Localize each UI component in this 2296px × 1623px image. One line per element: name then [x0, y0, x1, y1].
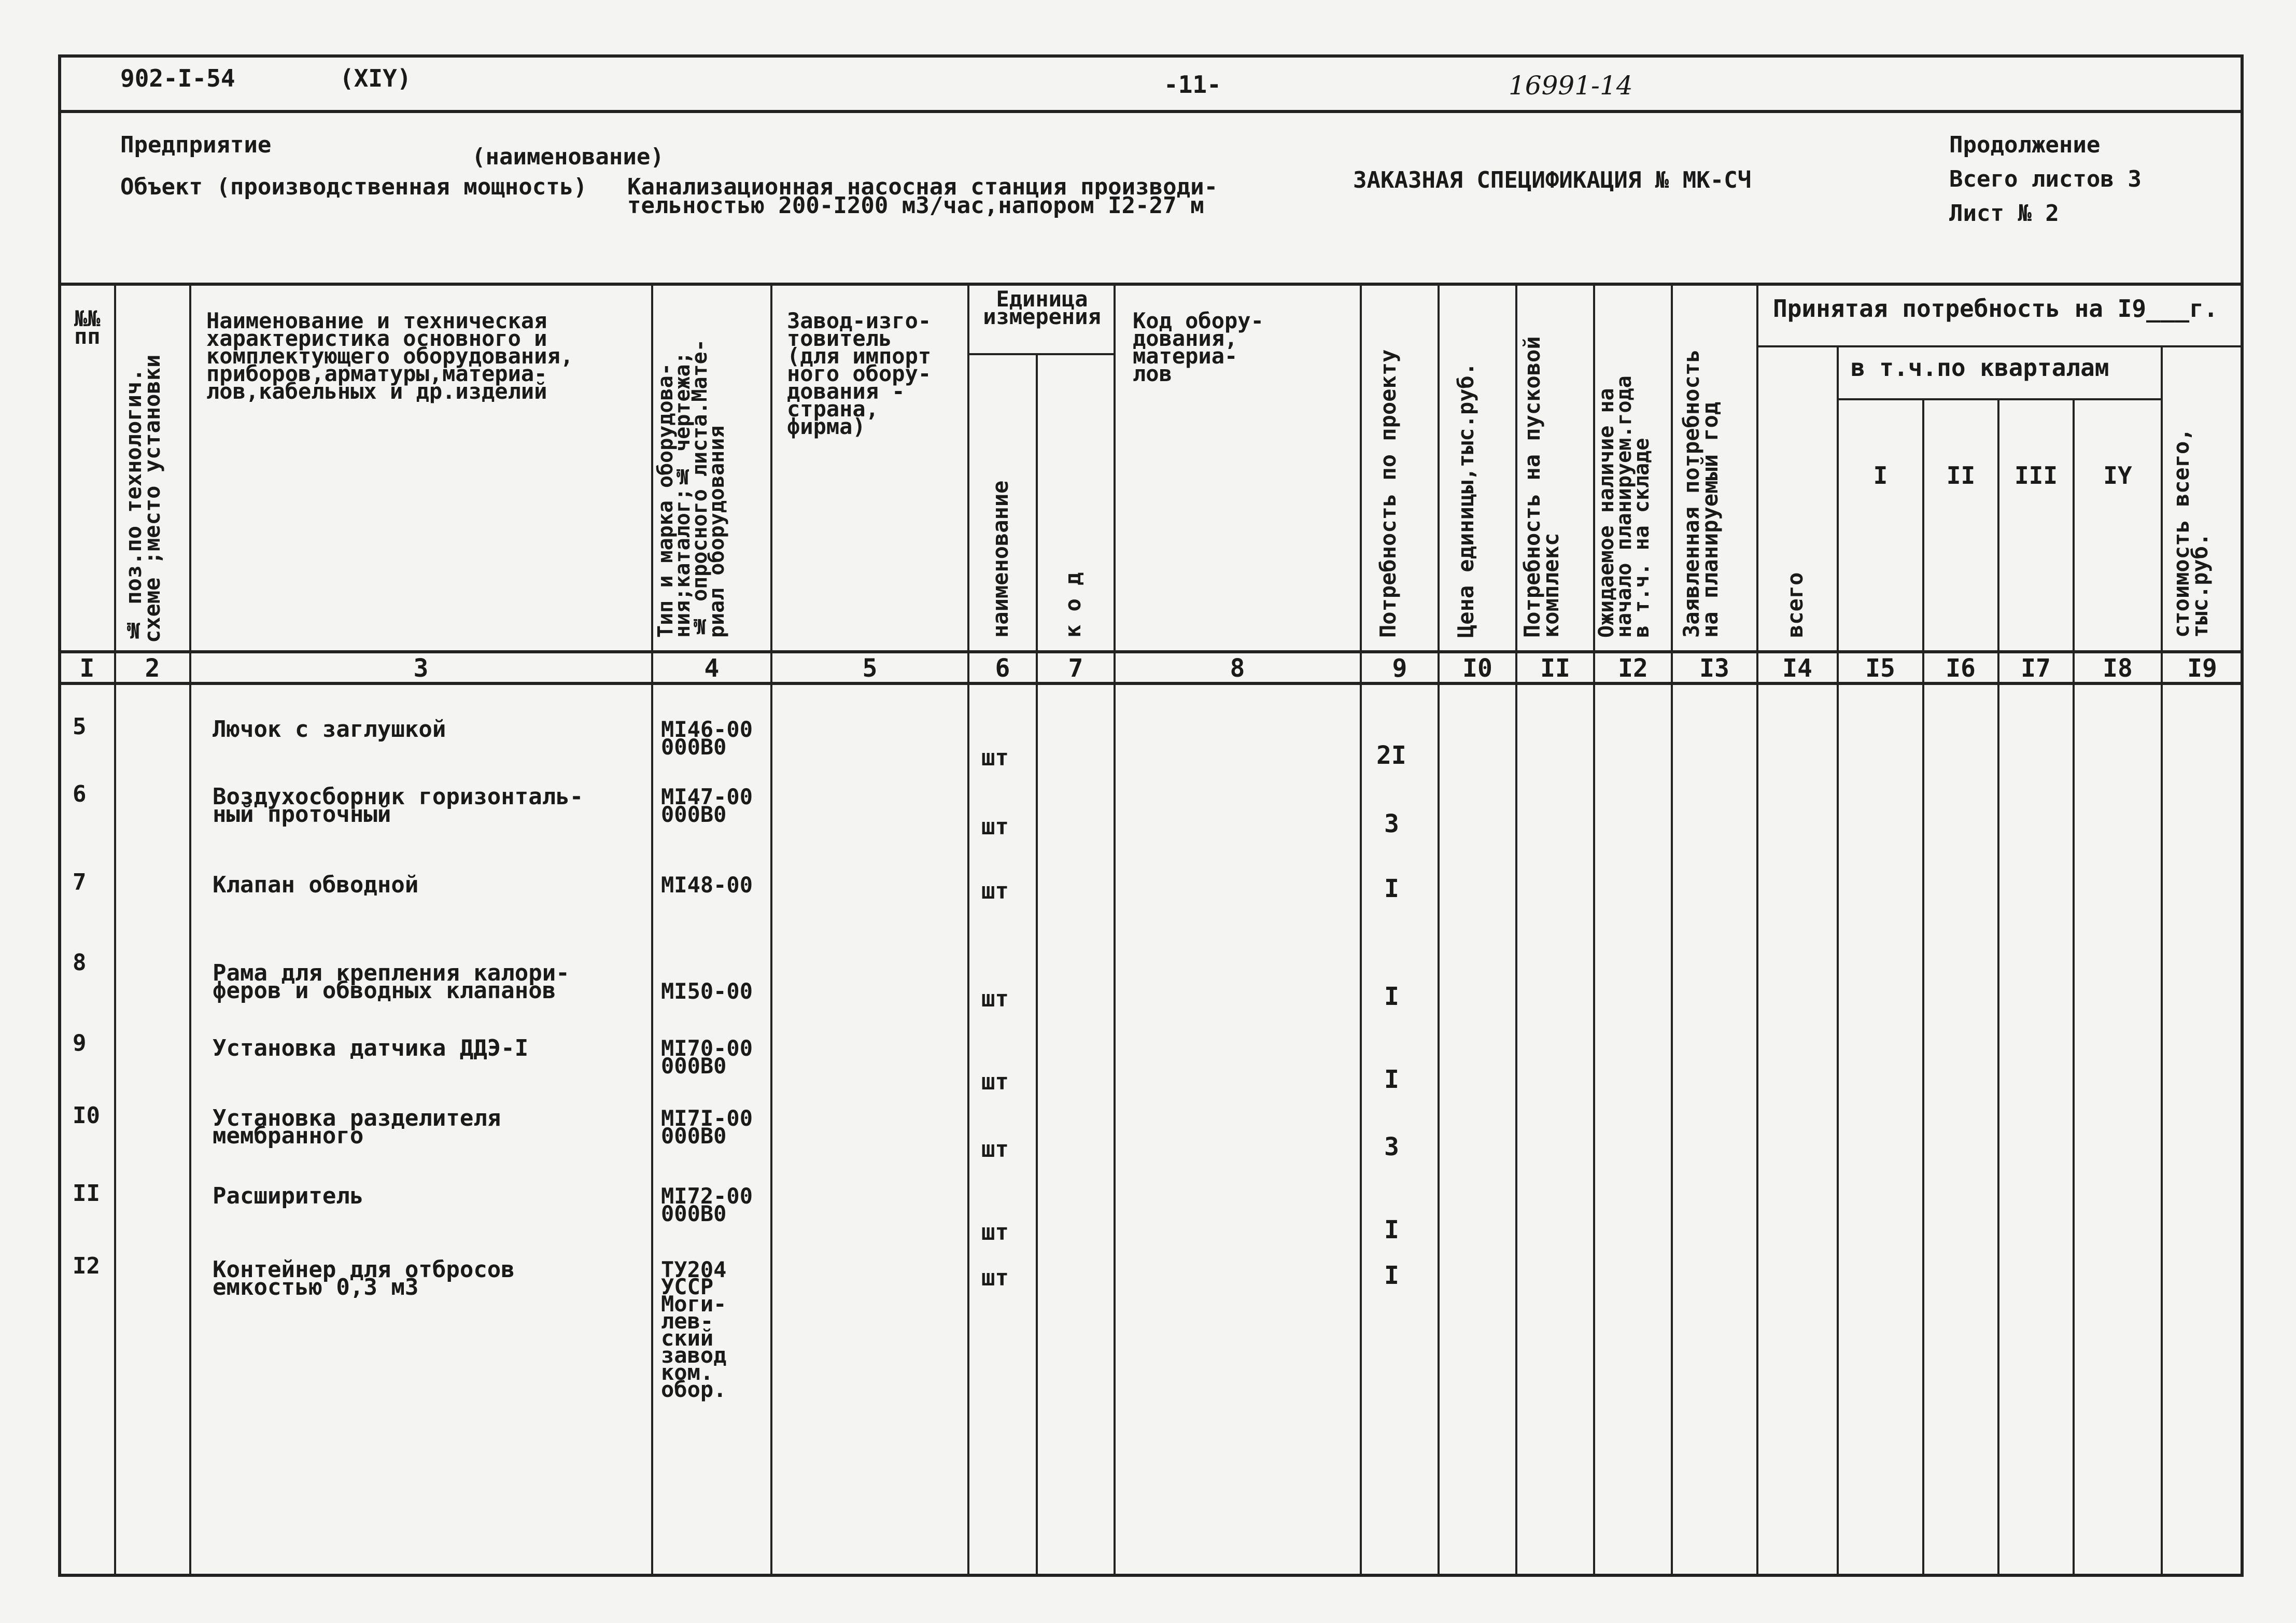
column-number: 7 — [1068, 654, 1083, 683]
column-number: 6 — [995, 654, 1010, 683]
sheet-number: Лист № 2 — [1949, 200, 2059, 227]
item-quantity: 2I — [1376, 741, 1406, 770]
item-unit: шт — [981, 1265, 1009, 1291]
column-number: 9 — [1392, 654, 1407, 683]
col-header-position: № поз.по технологич. схеме ;место установки — [121, 354, 165, 643]
col-header-expected-stock: Ожидаемое наличие на начало планируем.года в т.ч. на складе — [1595, 375, 1654, 638]
item-name: Контейнер для отбросов емкостью 0,3 м3 — [213, 1256, 515, 1300]
item-type: МI70-00 000В0 — [661, 1036, 753, 1079]
column-number: I — [79, 654, 95, 683]
item-type: МI48-00 — [661, 872, 753, 898]
total-sheets: Всего листов 3 — [1949, 166, 2142, 192]
col-header-equipment-code: Код обору- дования, материа- лов — [1133, 308, 1264, 386]
item-quantity: I — [1384, 982, 1399, 1011]
item-type: МI47-00 000В0 — [661, 784, 753, 827]
col-header-name: Наименование и техническая характеристика основного и комплектующего оборудования, приборов,арматуры,материа- лов,кабельных и др.изделий — [206, 308, 574, 404]
item-name: Установка разделителя мембранного — [213, 1105, 501, 1149]
name-label: (наименование) — [472, 144, 664, 170]
column-number: I2 — [1618, 654, 1648, 683]
item-quantity: I — [1384, 1215, 1399, 1244]
item-type: МI72-00 000В0 — [661, 1183, 753, 1226]
object-label: Объект (производственная мощность) — [120, 174, 587, 200]
album-number: (XIY) — [340, 64, 412, 92]
col-header-startup-need: Потребность на пусковой комплекс — [1519, 336, 1563, 638]
row-number: 9 — [73, 1030, 87, 1056]
column-number: II — [1540, 654, 1570, 683]
col-header-unit-price: Цена единицы,тыс.руб. — [1453, 362, 1478, 638]
column-number: 8 — [1230, 654, 1245, 683]
item-unit: шт — [981, 1219, 1009, 1246]
row-number: I0 — [73, 1102, 100, 1129]
document-code: 902-I-54 — [120, 64, 235, 92]
col-header-project-need: Потребность по проекту — [1375, 349, 1401, 638]
col-header-quarters: в т.ч.по кварталам — [1851, 354, 2109, 382]
object-description-line2: тельностью 200-I200 м3/час,напором I2-27 м — [627, 192, 1204, 219]
item-unit: шт — [981, 986, 1009, 1012]
enterprise-label: Предприятие — [120, 132, 272, 158]
column-number: I5 — [1865, 654, 1895, 683]
col-header-declared-need: Заявленная потребность на планируемый год — [1679, 349, 1723, 638]
item-unit: шт — [981, 1136, 1009, 1163]
item-unit: шт — [981, 878, 1009, 904]
item-name: Расширитель — [213, 1183, 364, 1209]
col-header-number: №№ пп — [74, 306, 101, 349]
item-name: Рама для крепления калори- феров и обводных клапанов — [213, 960, 570, 1004]
col-header-total: всего — [1782, 572, 1808, 638]
registration-number: 16991-14 — [1509, 71, 1633, 101]
col-header-manufacturer: Завод-изго- товитель (для импорт ного обору- дования - страна, фирма) — [787, 308, 932, 439]
column-number: I8 — [2103, 654, 2133, 683]
column-number: I9 — [2187, 654, 2217, 683]
item-unit: шт — [981, 745, 1009, 771]
column-number: 3 — [413, 654, 429, 683]
column-number: 5 — [862, 654, 878, 683]
col-header-unit: Единица измерения — [983, 286, 1101, 329]
col-header-unit-code: к о д — [1060, 572, 1086, 638]
continuation-label: Продолжение — [1949, 132, 2101, 158]
row-number: 5 — [73, 713, 87, 740]
page-number: -11- — [1164, 71, 1221, 99]
item-quantity: 3 — [1384, 809, 1399, 838]
item-quantity: I — [1384, 874, 1399, 903]
item-quantity: I — [1384, 1065, 1399, 1094]
item-name: Воздухосборник горизонталь- ный проточный — [213, 783, 584, 828]
item-name: Установка датчика ДДЭ-I — [213, 1035, 529, 1061]
item-type: ТУ204 УССР Моги- лев- ский завод ком. обор. — [661, 1257, 727, 1402]
row-number: II — [73, 1180, 100, 1207]
column-number: I3 — [1699, 654, 1729, 683]
column-number: I6 — [1946, 654, 1976, 683]
item-unit: шт — [981, 1069, 1009, 1095]
column-number: 4 — [704, 654, 720, 683]
col-header-q4: IY — [2103, 461, 2132, 489]
col-header-type: Тип и марка оборудова- ния;каталог;№ чертежа; № опросного листа.Мате- риал оборудования — [654, 339, 729, 638]
column-number: I4 — [1782, 654, 1812, 683]
row-number: 6 — [73, 781, 87, 807]
item-quantity: I — [1384, 1261, 1399, 1290]
item-type: МI7I-00 000В0 — [661, 1106, 753, 1149]
col-header-cost: стоимость всего, тыс.руб. — [2168, 428, 2213, 638]
item-name: Лючок с заглушкой — [213, 716, 446, 743]
col-header-q3: III — [2014, 461, 2058, 489]
row-number: 8 — [73, 949, 87, 976]
column-number: I7 — [2021, 654, 2051, 683]
item-type: МI50-00 — [661, 978, 753, 1004]
item-type: МI46-00 000В0 — [661, 717, 753, 760]
column-number: 2 — [145, 654, 160, 683]
item-name: Клапан обводной — [213, 872, 419, 898]
col-header-accepted-need: Принятая потребность на I9___г. — [1773, 295, 2218, 323]
column-number: I0 — [1462, 654, 1492, 683]
row-number: I2 — [73, 1253, 100, 1279]
object-description-line1: Канализационная насосная станция производи- — [627, 174, 1218, 200]
row-number: 7 — [73, 869, 87, 896]
item-unit: шт — [981, 814, 1009, 840]
col-header-q2: II — [1946, 461, 1976, 489]
item-quantity: 3 — [1384, 1132, 1399, 1162]
col-header-unit-name: наименование — [988, 480, 1013, 638]
specification-title: ЗАКАЗНАЯ СПЕЦИФИКАЦИЯ № МК-СЧ — [1353, 167, 1752, 193]
col-header-q1: I — [1873, 461, 1888, 489]
